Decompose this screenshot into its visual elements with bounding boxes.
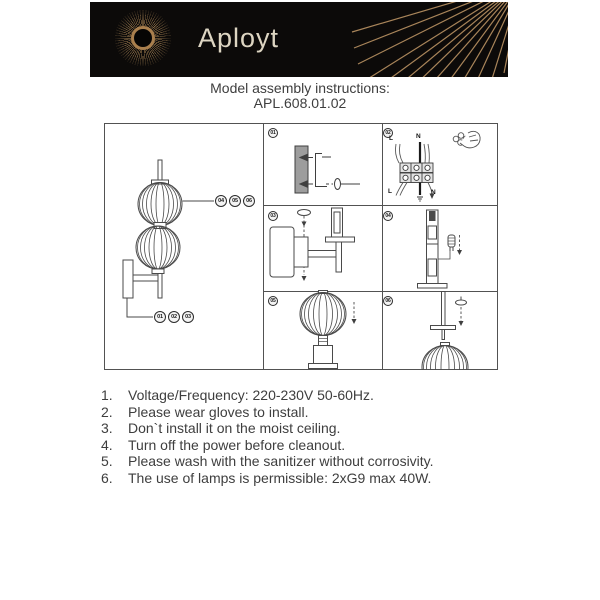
list-item xyxy=(101,387,561,404)
lower-shade xyxy=(136,226,180,269)
list-item xyxy=(101,404,561,421)
step5-art xyxy=(300,291,357,369)
model-number: APL.608.01.02 xyxy=(253,95,347,111)
item-number: 6. xyxy=(101,469,113,486)
step4-art xyxy=(418,210,463,288)
step2-art xyxy=(395,131,480,201)
wall-bracket xyxy=(123,260,133,298)
wall-plate-side xyxy=(270,227,294,277)
part-ref-04: 04 xyxy=(215,195,227,207)
upper-shade xyxy=(138,183,182,226)
item-number: 5. xyxy=(101,453,113,469)
wire-label-live-top: L xyxy=(389,135,393,142)
item-text: Don`t install it on the moist ceiling. xyxy=(128,420,341,436)
wire-label-live-bottom: L xyxy=(388,188,392,195)
leader-line-lower xyxy=(127,298,153,317)
item-text: Turn off the power before cleanout. xyxy=(128,436,346,453)
g9-bulb-icon xyxy=(448,235,455,251)
step1-art xyxy=(295,146,360,193)
wire-label-neutral-top: N xyxy=(416,133,421,140)
item-text: Please wear gloves to install. xyxy=(128,403,309,420)
list-item xyxy=(101,437,561,454)
shade-icon xyxy=(422,346,468,371)
item-number: 4. xyxy=(101,436,113,453)
step6-art xyxy=(422,292,468,371)
terminal-block xyxy=(400,163,433,183)
item-text: The use of lamps is permissible: 2xG9 max 40W. xyxy=(128,469,432,486)
item-text: Please wash with the sanitizer without corrosivity. xyxy=(128,453,434,469)
wall-lamp-overview xyxy=(123,160,214,317)
assembly-diagram xyxy=(104,123,498,370)
list-item xyxy=(101,470,561,487)
part-ref-06: 06 xyxy=(243,195,255,207)
step-badge-05: 05 xyxy=(268,296,278,306)
ground-symbol-icon xyxy=(417,197,423,201)
arm-side xyxy=(308,251,336,258)
item-number: 3. xyxy=(101,420,113,436)
list-item xyxy=(101,453,561,470)
header xyxy=(0,81,600,111)
step-badge-06: 06 xyxy=(383,296,393,306)
step-badge-01: 01 xyxy=(268,128,278,138)
step3-art xyxy=(270,208,355,281)
washer-icon xyxy=(431,326,456,330)
screw-icon xyxy=(335,179,341,190)
bracket-arm xyxy=(133,275,158,281)
list-item xyxy=(101,420,561,437)
part-ref-01: 01 xyxy=(154,311,166,323)
nut-icon xyxy=(298,210,311,216)
step-badge-03: 03 xyxy=(268,211,278,221)
instructions-list xyxy=(101,387,561,486)
item-number: 2. xyxy=(101,403,113,420)
item-number: 1. xyxy=(101,387,113,403)
step-badge-04: 04 xyxy=(383,211,393,221)
wire-label-neutral-bottom: N xyxy=(431,189,436,196)
part-ref-05: 05 xyxy=(229,195,241,207)
step-badge-02: 02 xyxy=(383,128,393,138)
page-title: Model assembly instructions: xyxy=(210,80,390,96)
brand-banner xyxy=(90,2,508,77)
finial-nut-icon xyxy=(456,300,467,305)
diagram-line-art xyxy=(104,123,498,370)
hand-icon xyxy=(453,131,480,147)
item-text: Voltage/Frequency: 220-230V 50-60Hz. xyxy=(128,387,374,403)
rays-decoration-icon xyxy=(90,2,508,77)
brand-name: Aployt xyxy=(198,23,280,53)
part-ref-03: 03 xyxy=(182,311,194,323)
part-ref-02: 02 xyxy=(168,311,180,323)
shade-icon xyxy=(300,293,346,336)
